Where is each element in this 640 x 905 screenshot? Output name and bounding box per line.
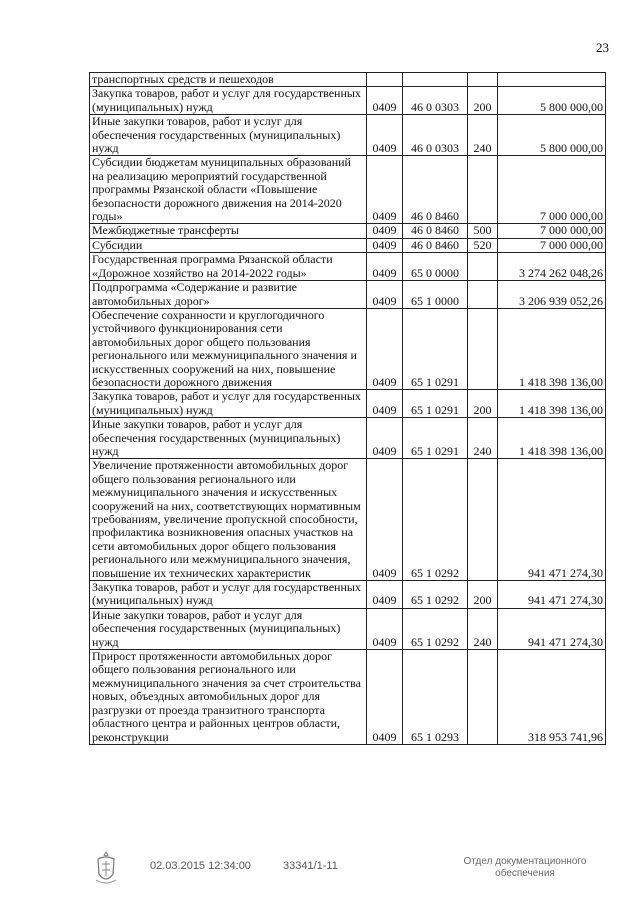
row-amount-cell — [498, 73, 606, 87]
row-section-cell — [367, 73, 403, 87]
row-code-cell: 65 1 0291 — [403, 418, 468, 459]
row-section-cell: 0409 — [367, 459, 403, 581]
row-section-cell: 0409 — [367, 224, 403, 238]
table-row — [90, 224, 606, 238]
row-section-cell: 0409 — [367, 156, 403, 224]
row-name-cell: Подпрограмма «Содержание и развитие автомобильных дорог» — [90, 281, 367, 309]
row-expense-type-cell: 240 — [468, 608, 498, 649]
table-row — [90, 87, 606, 115]
table-row — [90, 73, 606, 87]
row-code-cell — [403, 73, 468, 87]
row-amount-cell: 1 418 398 136,00 — [498, 390, 606, 418]
row-amount-cell: 5 800 000,00 — [498, 115, 606, 156]
row-amount-cell: 3 274 262 048,26 — [498, 253, 606, 281]
row-section-cell: 0409 — [367, 418, 403, 459]
row-expense-type-cell — [468, 281, 498, 309]
row-amount-cell: 5 800 000,00 — [498, 87, 606, 115]
row-code-cell: 46 0 8460 — [403, 224, 468, 238]
footer-document-number: 33341/1-11 — [283, 860, 338, 872]
row-name-cell: Обеспечение сохранности и круглогодичного устойчивого функционирования сети автомобильных дорог общего пользования регионального или межмуниципального значения и искусственных сооружений на них, повышение безопасности дорожного движения — [90, 308, 367, 389]
row-code-cell: 65 1 0292 — [403, 459, 468, 581]
table-row — [90, 253, 606, 281]
row-code-cell: 65 1 0292 — [403, 581, 468, 609]
row-code-cell: 65 1 0000 — [403, 281, 468, 309]
row-expense-type-cell: 200 — [468, 581, 498, 609]
row-code-cell: 46 0 8460 — [403, 238, 468, 252]
row-amount-cell: 7 000 000,00 — [498, 224, 606, 238]
table-row — [90, 581, 606, 609]
row-name-cell: Государственная программа Рязанской области «Дорожное хозяйство на 2014-2022 годы» — [90, 253, 367, 281]
row-amount-cell: 941 471 274,30 — [498, 581, 606, 609]
row-expense-type-cell — [468, 156, 498, 224]
row-code-cell: 46 0 0303 — [403, 87, 468, 115]
table-row — [90, 281, 606, 309]
row-section-cell: 0409 — [367, 87, 403, 115]
row-code-cell: 46 0 8460 — [403, 156, 468, 224]
row-name-cell: Закупка товаров, работ и услуг для государственных (муниципальных) нужд — [90, 581, 367, 609]
row-section-cell: 0409 — [367, 581, 403, 609]
table-row — [90, 238, 606, 252]
table-row — [90, 390, 606, 418]
row-section-cell: 0409 — [367, 253, 403, 281]
row-expense-type-cell: 520 — [468, 238, 498, 252]
row-amount-cell: 941 471 274,30 — [498, 608, 606, 649]
row-amount-cell: 7 000 000,00 — [498, 156, 606, 224]
row-name-cell: Субсидии — [90, 238, 367, 252]
row-section-cell: 0409 — [367, 650, 403, 745]
row-expense-type-cell: 500 — [468, 224, 498, 238]
row-expense-type-cell: 240 — [468, 115, 498, 156]
row-amount-cell: 1 418 398 136,00 — [498, 308, 606, 389]
row-amount-cell: 1 418 398 136,00 — [498, 418, 606, 459]
row-name-cell: Закупка товаров, работ и услуг для государственных (муниципальных) нужд — [90, 390, 367, 418]
budget-table — [89, 72, 606, 745]
row-expense-type-cell — [468, 650, 498, 745]
row-code-cell: 65 1 0291 — [403, 390, 468, 418]
page-number: 23 — [596, 40, 609, 55]
row-expense-type-cell: 200 — [468, 390, 498, 418]
row-section-cell: 0409 — [367, 238, 403, 252]
row-name-cell: Межбюджетные трансферты — [90, 224, 367, 238]
row-name-cell: Прирост протяженности автомобильных дорог общего пользования регионального или межмуниципального значения за счет строительства новых, объездных автомобильных дорог для разгрузки от проезда транзитного транспорта областного центра и районных центров области, реконструкции — [90, 650, 367, 745]
row-name-cell: Иные закупки товаров, работ и услуг для обеспечения государственных (муниципальных) нужд — [90, 418, 367, 459]
table-row — [90, 156, 606, 224]
row-name-cell: транспортных средств и пешеходов — [90, 73, 367, 87]
table-row — [90, 608, 606, 649]
row-section-cell: 0409 — [367, 390, 403, 418]
row-expense-type-cell: 240 — [468, 418, 498, 459]
row-name-cell: Увеличение протяженности автомобильных дорог общего пользования регионального или межмуниципального значения и искусственных сооружений на них, соответствующих нормативным требованиям, увеличение пропускной способности, профилактика возникновения опасных участков на сети автомобильных дорог общего пользования регионального или межмуниципального значения, повышение их технических характеристик — [90, 459, 367, 581]
row-name-cell: Закупка товаров, работ и услуг для государственных (муниципальных) нужд — [90, 87, 367, 115]
row-section-cell: 0409 — [367, 308, 403, 389]
row-code-cell: 65 1 0292 — [403, 608, 468, 649]
row-name-cell: Иные закупки товаров, работ и услуг для обеспечения государственных (муниципальных) нужд — [90, 608, 367, 649]
row-code-cell: 46 0 0303 — [403, 115, 468, 156]
table-row — [90, 308, 606, 389]
row-section-cell: 0409 — [367, 115, 403, 156]
department-stamp — [440, 856, 610, 880]
row-name-cell: Иные закупки товаров, работ и услуг для обеспечения государственных (муниципальных) нужд — [90, 115, 367, 156]
row-section-cell: 0409 — [367, 281, 403, 309]
footer-date: 02.03.2015 12:34:00 — [150, 860, 251, 872]
row-amount-cell: 7 000 000,00 — [498, 238, 606, 252]
row-expense-type-cell: 200 — [468, 87, 498, 115]
row-expense-type-cell — [468, 73, 498, 87]
row-amount-cell: 318 953 741,96 — [498, 650, 606, 745]
row-code-cell: 65 1 0293 — [403, 650, 468, 745]
table-row — [90, 650, 606, 745]
table-row — [90, 115, 606, 156]
stamp-line-2: обеспечения — [495, 868, 555, 879]
row-name-cell: Субсидии бюджетам муниципальных образований на реализацию мероприятий государственной программы Рязанской области «Повышение безопасности дорожного движения на 2014-2020 годы» — [90, 156, 367, 224]
budget-table-body — [90, 73, 606, 745]
row-code-cell: 65 0 0000 — [403, 253, 468, 281]
table-row — [90, 459, 606, 581]
row-expense-type-cell — [468, 308, 498, 389]
row-section-cell: 0409 — [367, 608, 403, 649]
table-row — [90, 418, 606, 459]
row-amount-cell: 3 206 939 052,26 — [498, 281, 606, 309]
stamp-line-1: Отдел документационного — [463, 856, 587, 867]
row-expense-type-cell — [468, 253, 498, 281]
row-amount-cell: 941 471 274,30 — [498, 459, 606, 581]
row-expense-type-cell — [468, 459, 498, 581]
coat-of-arms-icon — [93, 850, 119, 886]
row-code-cell: 65 1 0291 — [403, 308, 468, 389]
